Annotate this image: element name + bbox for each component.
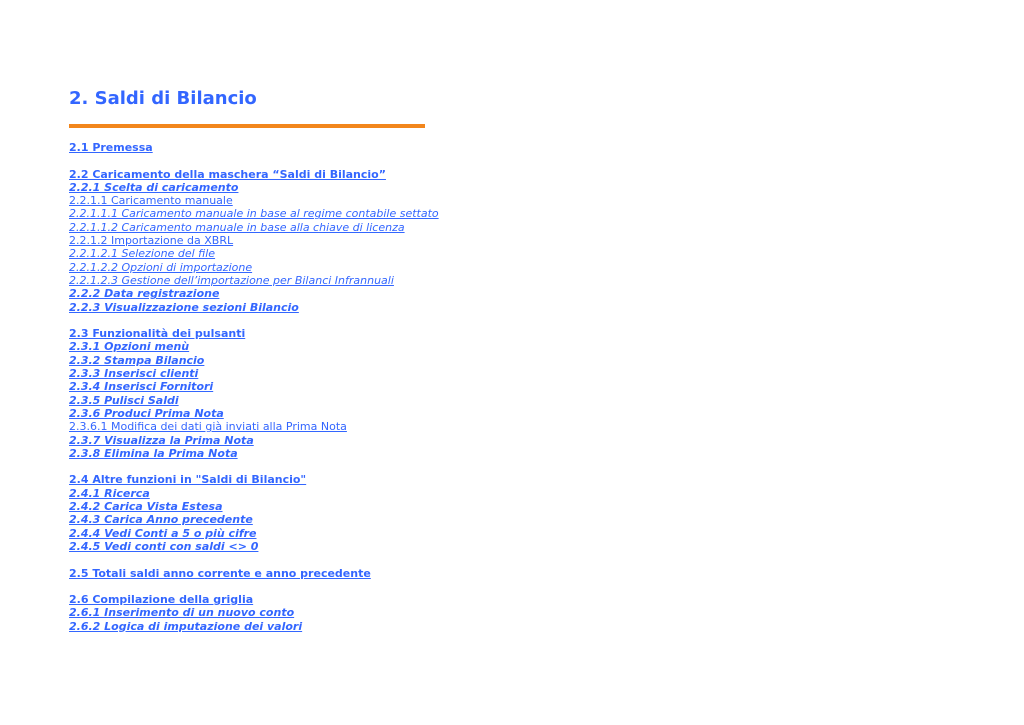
toc-entry bbox=[69, 274, 439, 287]
toc-link[interactable]: 2.3 Funzionalità dei pulsanti bbox=[69, 327, 246, 341]
toc-entry bbox=[69, 287, 439, 300]
toc-entry bbox=[69, 327, 439, 340]
toc-spacer bbox=[69, 314, 439, 327]
toc-link[interactable]: 2.4.3 Carica Anno precedente bbox=[69, 513, 253, 527]
table-of-contents bbox=[69, 141, 439, 633]
toc-link[interactable]: 2.2.1.1.2 Caricamento manuale in base alla chiave di licenza bbox=[69, 220, 405, 234]
toc-link[interactable]: 2.3.4 Inserisci Fornitori bbox=[69, 380, 214, 394]
toc-link[interactable]: 2.4.5 Vedi conti con saldi <> 0 bbox=[69, 539, 259, 553]
toc-link[interactable]: 2.4.1 Ricerca bbox=[69, 486, 150, 500]
toc-entry bbox=[69, 221, 439, 234]
toc-entry bbox=[69, 434, 439, 447]
toc-link[interactable]: 2.2.1.2.1 Selezione del file bbox=[69, 247, 216, 261]
toc-link[interactable]: 2.4.4 Vedi Conti a 5 o più cifre bbox=[69, 526, 257, 540]
toc-spacer bbox=[69, 553, 439, 566]
toc-link[interactable]: 2.2.1.2.3 Gestione dell’importazione per Bilanci Infrannuali bbox=[69, 273, 394, 287]
toc-entry bbox=[69, 487, 439, 500]
toc-link[interactable]: 2.1 Premessa bbox=[69, 141, 153, 154]
toc-entry bbox=[69, 141, 439, 154]
toc-link[interactable]: 2.5 Totali saldi anno corrente e anno precedente bbox=[69, 566, 371, 580]
toc-entry bbox=[69, 247, 439, 260]
toc-entry bbox=[69, 620, 439, 633]
toc-link[interactable]: 2.3.3 Inserisci clienti bbox=[69, 367, 199, 381]
toc-link[interactable]: 2.4.2 Carica Vista Estesa bbox=[69, 500, 223, 514]
toc-entry bbox=[69, 447, 439, 460]
toc-entry bbox=[69, 420, 439, 433]
toc-link[interactable]: 2.3.6 Produci Prima Nota bbox=[69, 406, 224, 420]
toc-link[interactable]: 2.2.1.2.2 Opzioni di importazione bbox=[69, 260, 253, 274]
toc-link[interactable]: 2.2.2 Data registrazione bbox=[69, 287, 220, 301]
toc-entry bbox=[69, 527, 439, 540]
toc-spacer bbox=[69, 460, 439, 473]
toc-entry bbox=[69, 540, 439, 553]
toc-link[interactable]: 2.6 Compilazione della griglia bbox=[69, 593, 254, 607]
toc-spacer bbox=[69, 154, 439, 167]
toc-entry bbox=[69, 473, 439, 486]
toc-link[interactable]: 2.2.1.2 Importazione da XBRL bbox=[69, 234, 234, 248]
toc-entry bbox=[69, 394, 439, 407]
toc-entry bbox=[69, 234, 439, 247]
toc-link[interactable]: 2.3.7 Visualizza la Prima Nota bbox=[69, 433, 254, 447]
toc-entry bbox=[69, 606, 439, 619]
toc-link[interactable]: 2.2 Caricamento della maschera “Saldi di Bilancio” bbox=[69, 167, 386, 181]
toc-link[interactable]: 2.6.1 Inserimento di un nuovo conto bbox=[69, 606, 295, 620]
toc-link[interactable]: 2.4 Altre funzioni in "Saldi di Bilancio" bbox=[69, 473, 307, 487]
toc-entry bbox=[69, 407, 439, 420]
toc-entry bbox=[69, 513, 439, 526]
toc-entry bbox=[69, 207, 439, 220]
toc-link[interactable]: 2.3.8 Elimina la Prima Nota bbox=[69, 446, 238, 460]
toc-entry bbox=[69, 301, 439, 314]
toc-link[interactable]: 2.3.5 Pulisci Saldi bbox=[69, 393, 179, 407]
toc-spacer bbox=[69, 580, 439, 593]
toc-entry bbox=[69, 181, 439, 194]
toc-link[interactable]: 2.2.3 Visualizzazione sezioni Bilancio bbox=[69, 300, 299, 314]
toc-entry bbox=[69, 354, 439, 367]
toc-link[interactable]: 2.2.1.1 Caricamento manuale bbox=[69, 194, 233, 208]
toc-entry bbox=[69, 500, 439, 513]
toc-entry bbox=[69, 261, 439, 274]
toc-link[interactable]: 2.3.6.1 Modifica dei dati già inviati alla Prima Nota bbox=[69, 420, 347, 434]
toc-entry bbox=[69, 367, 439, 380]
toc-link[interactable]: 2.3.2 Stampa Bilancio bbox=[69, 353, 205, 367]
toc-entry bbox=[69, 593, 439, 606]
toc-entry bbox=[69, 567, 439, 580]
title-underline-rule bbox=[69, 124, 425, 128]
toc-link[interactable]: 2.2.1.1.1 Caricamento manuale in base al regime contabile settato bbox=[69, 207, 439, 221]
toc-link[interactable]: 2.2.1 Scelta di caricamento bbox=[69, 180, 239, 194]
toc-entry bbox=[69, 168, 439, 181]
toc-link[interactable]: 2.6.2 Logica di imputazione dei valori bbox=[69, 619, 303, 633]
toc-entry bbox=[69, 380, 439, 393]
page-title: 2. Saldi di Bilancio bbox=[69, 88, 257, 109]
toc-link[interactable]: 2.3.1 Opzioni menù bbox=[69, 340, 190, 354]
toc-entry bbox=[69, 194, 439, 207]
toc-entry bbox=[69, 340, 439, 353]
